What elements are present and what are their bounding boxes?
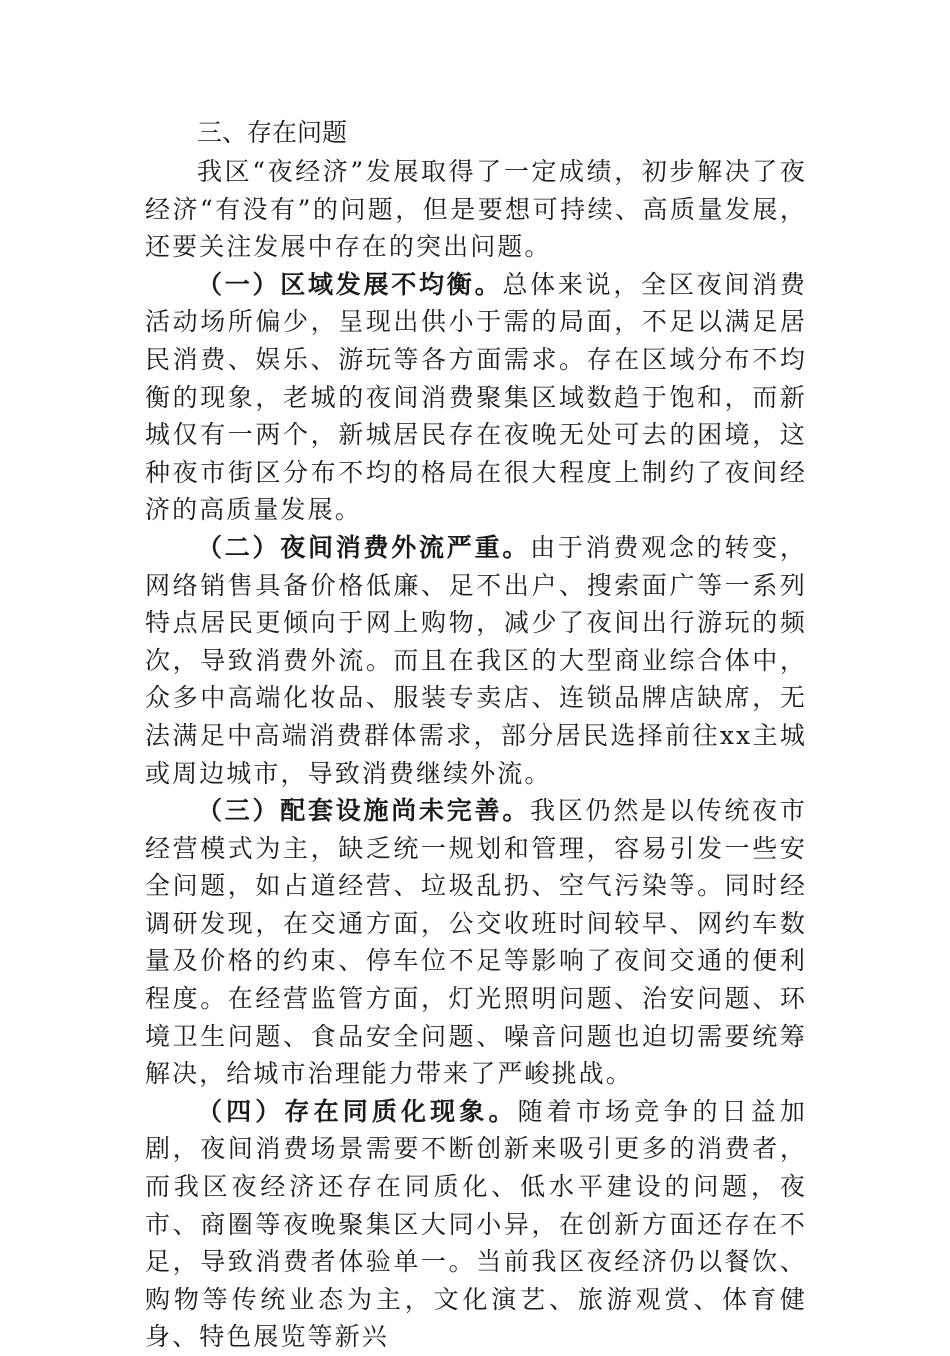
paragraph-body: 总体来说，全区夜间消费活动场所偏少，呈现出供小于需的局面，不足以满足居民消费、娱乐、游玩等各方面需求。存在区域分布不均衡的现象，老城的夜间消费聚集区域数趋于饱和，而新城仅有一两个，新城居民存在夜晚无处可去的困境，这种夜市街区分布不均的格局在很大程度上制约了夜间经济的高质量发展。	[145, 269, 807, 525]
paragraph-regional-imbalance	[145, 266, 807, 529]
section-heading: 三、存在问题	[197, 118, 348, 147]
paragraph-body: 我区仍然是以传统夜市经营模式为主，缺乏统一规划和管理，容易引发一些安全问题，如占道经营、垃圾乱扔、空气污染等。同时经调研发现，在交通方面，公交收班时间较早、网约车数量及价格的约束、停车位不足等影响了夜间交通的便利程度。在经营监管方面，灯光照明问题、治安问题、环境卫生问题、食品安全问题、噪音问题也迫切需要统筹解决，给城市治理能力带来了严峻挑战。	[145, 796, 807, 1089]
paragraph-consumption-outflow	[145, 529, 807, 792]
document-page	[145, 112, 807, 1356]
paragraph-homogenization	[145, 1093, 807, 1356]
paragraph-body: 由于消费观念的转变，网络销售具备价格低廉、足不出户、搜索面广等一系列特点居民更倾向于网上购物，减少了夜间出行游玩的频次，导致消费外流。而且在我区的大型商业综合体中，众多中高端化妆品、服装专卖店、连锁品牌店缺席，无法满足中高端消费群体需求，部分居民选择前往xx主城或周边城市，导致消费继续外流。	[145, 532, 807, 788]
paragraph-body: 随着市场竞争的日益加剧，夜间消费场景需要不断创新来吸引更多的消费者，而我区夜经济还存在同质化、低水平建设的问题，夜市、商圈等夜晚聚集区大同小异，在创新方面还存在不足，导致消费者体验单一。当前我区夜经济仍以餐饮、购物等传统业态为主，文化演艺、旅游观赏、体育健身、特色展览等新兴	[145, 1096, 807, 1352]
paragraph-title: （三）配套设施尚未完善。	[197, 796, 531, 826]
paragraph-title: （一）区域发展不均衡。	[197, 269, 503, 299]
paragraph-supporting-facilities	[145, 792, 807, 1093]
intro-paragraph: 我区“夜经济”发展取得了一定成绩，初步解决了夜经济“有没有”的问题，但是要想可持续、高质量发展，还要关注发展中存在的突出问题。	[145, 157, 807, 262]
paragraph-title: （二）夜间消费外流严重。	[197, 532, 531, 562]
paragraph-title: （四）存在同质化现象。	[197, 1096, 518, 1126]
